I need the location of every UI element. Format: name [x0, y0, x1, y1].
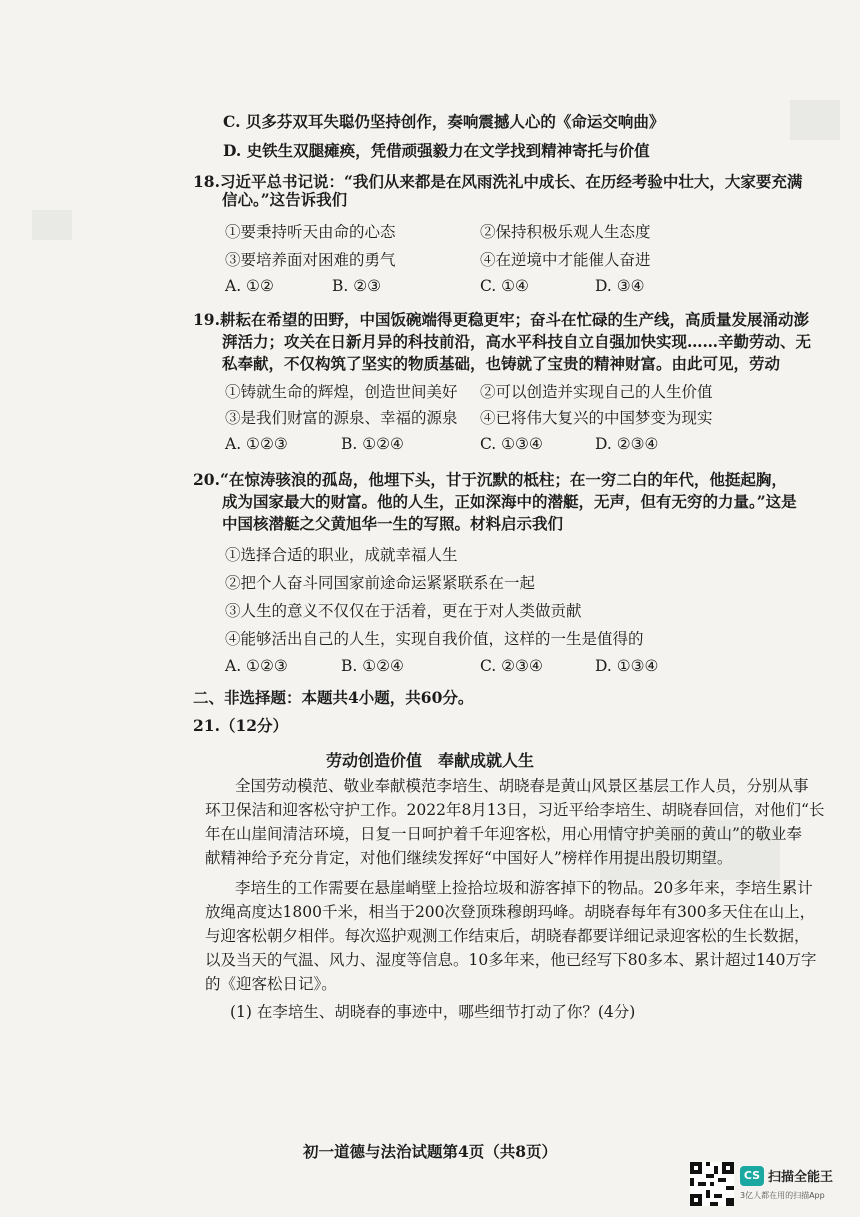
q19-stem-line1: 19.耕耘在希望的田野，中国饭碗端得更稳更牢；奋斗在忙碌的生产线，高质量发展涌动澎: [193, 310, 809, 329]
q20-stem-line3: 中国核潜艇之父黄旭华一生的写照。材料启示我们: [222, 514, 564, 533]
q19-stem-line3: 私奉献，不仅构筑了坚实的物质基础，也铸就了宝贵的精神财富。由此可见，劳动: [222, 354, 781, 373]
q18-choice-a: A. ①②: [225, 277, 274, 295]
q20-item-3: ③人生的意义不仅仅在于活着，更在于对人类做贡献: [225, 602, 582, 620]
q18-item-4: ④在逆境中才能催人奋进: [480, 251, 651, 269]
q19-choices: [225, 434, 785, 454]
passage-p2-line5: 的《迎客松日记》。: [205, 975, 337, 993]
passage-p2-line2: 放绳高度达1800千米，相当于200次登顶珠穆朗玛峰。胡晓春每年有300多天住在山上，: [205, 903, 816, 921]
bleed-through-mark: [790, 100, 840, 140]
q20-stem-line2: 成为国家最大的财富。他的人生，正如深海中的潜艇，无声，但有无穷的力量。”这是: [222, 492, 797, 511]
passage-p1-line3: 年在山崖间清洁环境，日复一日呵护着千年迎客松，用心用情守护美丽的黄山”的敬业奉: [205, 825, 802, 843]
passage-title: 劳动创造价值 奉献成就人生: [325, 751, 534, 770]
qr-code-icon: [690, 1162, 734, 1206]
q21-sub-question-1: (1) 在李培生、胡晓春的事迹中，哪些细节打动了你？(4分): [230, 1003, 636, 1021]
passage-p2-line1: 李培生的工作需要在悬崖峭壁上捡拾垃圾和游客掉下的物品。20多年来，李培生累计: [235, 879, 813, 897]
camscanner-logo-icon: CS: [740, 1166, 764, 1186]
q18-item-2: ②保持积极乐观人生态度: [480, 223, 651, 241]
q20-choice-b: B. ①②④: [341, 657, 404, 675]
q20-choice-d: D. ①③④: [595, 657, 659, 675]
q19-item-4: ④已将伟大复兴的中国梦变为现实: [480, 409, 713, 427]
q18-choices: [225, 276, 785, 296]
page-footer: 初一道德与法治试题第4页（共8页）: [302, 1142, 558, 1161]
q18-choice-b: B. ②③: [332, 277, 382, 295]
q20-stem-line1: 20.“在惊涛骇浪的孤岛，他埋下头，甘于沉默的柢柱；在一穷二白的年代，他挺起胸，: [193, 470, 787, 489]
passage-p2-line3: 与迎客松朝夕相伴。每次巡护观测工作结束后，胡晓春都要详细记录迎客松的生长数据，: [205, 927, 810, 945]
q21-label: 21.（12分）: [193, 716, 289, 735]
q19-stem-line2: 湃活力；攻关在日新月异的科技前沿，高水平科技自立自强加快实现……辛勤劳动、无: [222, 332, 812, 351]
q20-item-2: ②把个人奋斗同国家前途命运紧紧联系在一起: [225, 574, 536, 592]
q18-item-1: ①要秉持听天由命的心态: [225, 223, 396, 241]
q19-choice-b: B. ①②④: [341, 435, 404, 453]
passage-p1-line4: 献精神给予充分肯定，对他们继续发挥好“中国好人”榜样作用提出殷切期望。: [205, 849, 733, 867]
q20-item-1: ①选择合适的职业，成就幸福人生: [225, 546, 458, 564]
passage-p1-line2: 环卫保洁和迎客松守护工作。2022年8月13日，习近平给李培生、胡晓春回信，对他们“长: [205, 801, 825, 819]
q18-choice-c: C. ①④: [480, 277, 529, 295]
q17-option-c: C. 贝多芬双耳失聪仍坚持创作，奏响震撼人心的《命运交响曲》: [223, 112, 665, 131]
q19-item-2: ②可以创造并实现自己的人生价值: [480, 383, 713, 401]
brand-tagline: 3亿人都在用的扫描App: [740, 1191, 825, 1200]
q19-choice-d: D. ②③④: [595, 435, 659, 453]
q19-item-3: ③是我们财富的源泉、幸福的源泉: [225, 409, 458, 427]
q19-choice-c: C. ①③④: [480, 435, 543, 453]
q19-choice-a: A. ①②③: [225, 435, 288, 453]
q20-choice-a: A. ①②③: [225, 657, 288, 675]
q18-stem-line1: 18.习近平总书记说：“我们从来都是在风雨洗礼中成长、在历经考验中壮大，大家要充满: [193, 172, 803, 191]
q20-choices: [225, 656, 785, 676]
q17-option-d: D. 史铁生双腿瘫痪，凭借顽强毅力在文学找到精神寄托与价值: [223, 141, 650, 160]
q20-choice-c: C. ②③④: [480, 657, 543, 675]
section2-heading: 二、非选择题：本题共4小题，共60分。: [193, 688, 474, 707]
brand-name: 扫描全能王: [768, 1170, 834, 1185]
bleed-through-mark: [32, 210, 72, 240]
q19-item-1: ①铸就生命的辉煌，创造世间美好: [225, 383, 458, 401]
passage-p1-line1: 全国劳动模范、敬业奉献模范李培生、胡晓春是黄山风景区基层工作人员，分别从事: [235, 777, 809, 795]
passage-p2-line4: 以及当天的气温、风力、湿度等信息。10多年来，他已经写下80多本、累计超过140万字: [205, 951, 817, 969]
camscanner-watermark: [690, 1162, 850, 1210]
q18-item-3: ③要培养面对困难的勇气: [225, 251, 396, 269]
q20-item-4: ④能够活出自己的人生，实现自我价值，这样的一生是值得的: [225, 630, 644, 648]
q18-stem-line2: 信心。”这告诉我们: [222, 190, 348, 209]
q18-choice-d: D. ③④: [595, 277, 645, 295]
